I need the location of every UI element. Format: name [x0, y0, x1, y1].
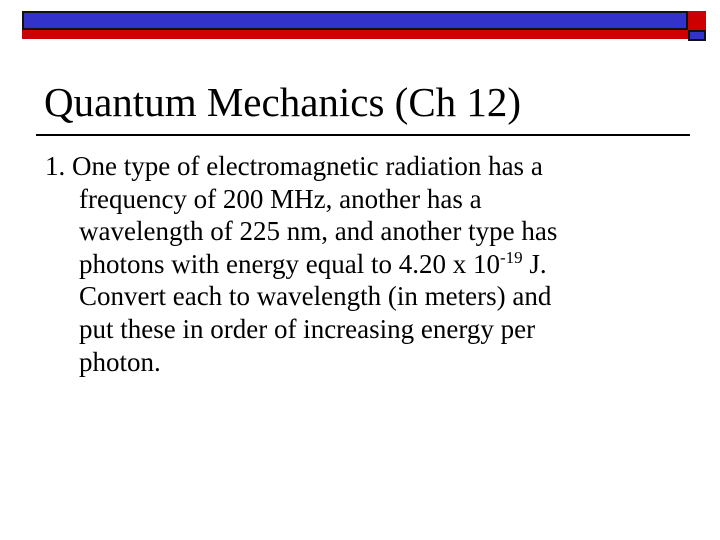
slide-title: Quantum Mechanics (Ch 12): [44, 79, 522, 125]
title-divider: [36, 134, 690, 136]
decorative-top-red-bar: [22, 30, 688, 39]
question-line-2: frequency of 200 MHz, another has a: [79, 183, 482, 214]
question-text: [45, 150, 685, 378]
exponent: -19: [499, 247, 523, 267]
decorative-top-blue-bar: [22, 11, 688, 30]
question-line-5: Convert each to wavelength (in meters) and: [79, 281, 552, 312]
question-line-4-unit: J.: [522, 248, 547, 279]
question-line-4-text: photons with energy equal to 4.20 x 10: [79, 248, 500, 279]
question-line-6: put these in order of increasing energy per: [79, 313, 536, 344]
question-line-1: 1. One type of electromagnetic radiation has a: [45, 151, 543, 181]
decorative-blue-square: [688, 30, 706, 41]
decorative-red-square: [688, 11, 706, 30]
question-line-3: wavelength of 225 nm, and another type has: [79, 216, 558, 247]
question-line-4: [45, 248, 685, 281]
question-line-7: photon.: [79, 346, 161, 377]
